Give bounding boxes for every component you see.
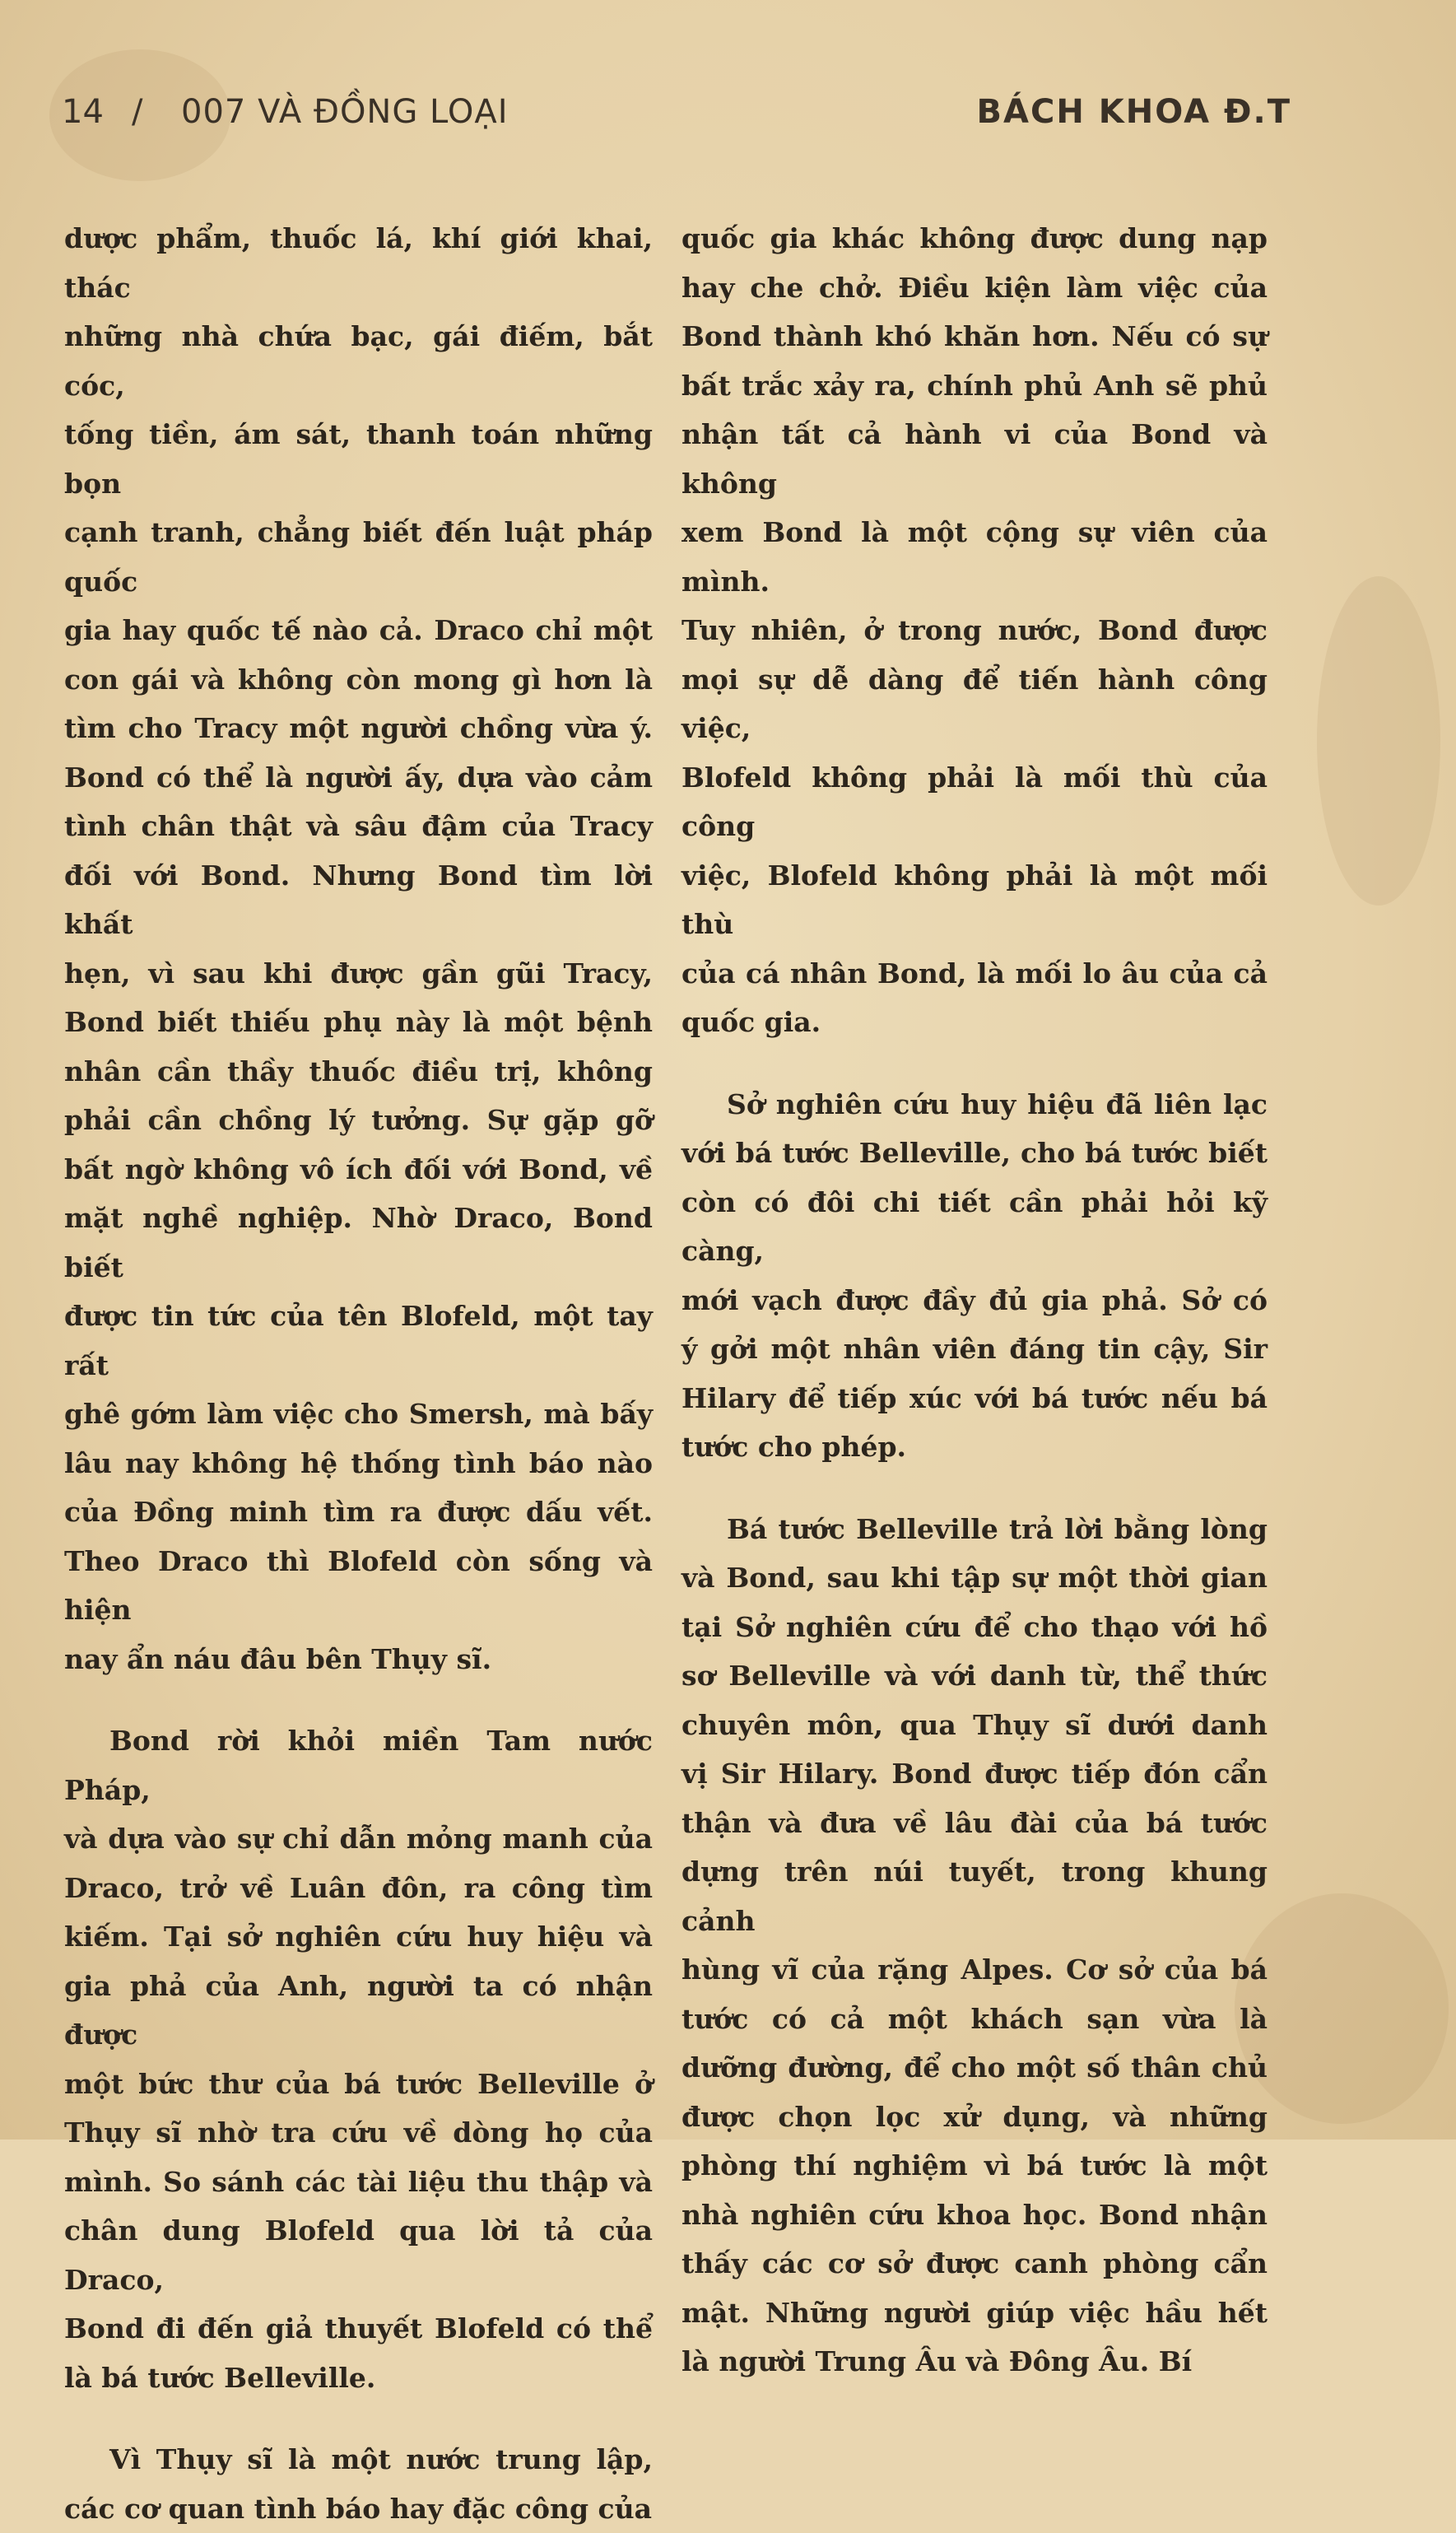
text-line: với bá tước Belleville, cho bá tước biết bbox=[681, 1129, 1268, 1178]
text-line: mặt nghề nghiệp. Nhờ Draco, Bond biết bbox=[64, 1194, 653, 1292]
text-line: Bond biết thiếu phụ này là một bệnh bbox=[64, 998, 653, 1047]
text-line: tại Sở nghiên cứu để cho thạo với hồ bbox=[681, 1603, 1268, 1652]
text-line: đối với Bond. Nhưng Bond tìm lời khất bbox=[64, 851, 653, 949]
right-column bbox=[681, 214, 1268, 2386]
text-line: Bond thành khó khăn hơn. Nếu có sự bbox=[681, 312, 1268, 361]
text-line: mọi sự dễ dàng để tiến hành công việc, bbox=[681, 655, 1268, 753]
text-line: là bá tước Belleville. bbox=[64, 2354, 653, 2403]
text-line: con gái và không còn mong gì hơn là bbox=[64, 655, 653, 705]
text-line: Bond rời khỏi miền Tam nước Pháp, bbox=[64, 1716, 653, 1814]
text-line: nhà nghiên cứu khoa học. Bond nhận bbox=[681, 2191, 1268, 2240]
text-line: những nhà chứa bạc, gái điếm, bắt cóc, bbox=[64, 312, 653, 410]
text-line: chuyên môn, qua Thụy sĩ dưới danh bbox=[681, 1701, 1268, 1750]
text-line: còn có đôi chi tiết cần phải hỏi kỹ càng, bbox=[681, 1178, 1268, 1276]
paragraph bbox=[64, 1716, 653, 2402]
text-line: Hilary để tiếp xúc với bá tước nếu bá bbox=[681, 1374, 1268, 1423]
text-line: việc, Blofeld không phải là một mối thù bbox=[681, 851, 1268, 949]
text-line: Bond đi đến giả thuyết Blofeld có thể bbox=[64, 2304, 653, 2354]
text-line: Sở nghiên cứu huy hiệu đã liên lạc bbox=[681, 1080, 1268, 1129]
text-line: sơ Belleville và với danh từ, thể thức bbox=[681, 1651, 1268, 1701]
text-line: Bond có thể là người ấy, dựa vào cảm bbox=[64, 753, 653, 803]
text-line: và dựa vào sự chỉ dẫn mỏng manh của bbox=[64, 1814, 653, 1864]
text-line: tước có cả một khách sạn vừa là bbox=[681, 1995, 1268, 2044]
text-line: tìm cho Tracy một người chồng vừa ý. bbox=[64, 704, 653, 753]
text-line: Bá tước Belleville trả lời bằng lòng bbox=[681, 1505, 1268, 1554]
text-line: và Bond, sau khi tập sự một thời gian bbox=[681, 1553, 1268, 1603]
paragraph bbox=[64, 2435, 653, 2533]
text-line: vị Sir Hilary. Bond được tiếp đón cẩn bbox=[681, 1749, 1268, 1799]
text-line: Vì Thụy sĩ là một nước trung lập, bbox=[64, 2435, 653, 2484]
text-line: Draco, trở về Luân đôn, ra công tìm bbox=[64, 1864, 653, 1913]
text-line: ghê gớm làm việc cho Smersh, mà bấy bbox=[64, 1390, 653, 1439]
text-line: hay che chở. Điều kiện làm việc của bbox=[681, 263, 1268, 313]
paragraph bbox=[681, 214, 1268, 1047]
paragraph bbox=[64, 214, 653, 1683]
text-line: các cơ quan tình báo hay đặc công của bbox=[64, 2484, 653, 2533]
text-line: gia hay quốc tế nào cả. Draco chỉ một bbox=[64, 606, 653, 655]
paragraph bbox=[681, 1505, 1268, 2386]
text-line: Blofeld không phải là mối thù của công bbox=[681, 753, 1268, 851]
page-header bbox=[62, 86, 1291, 136]
text-line: quốc gia. bbox=[681, 998, 1268, 1047]
text-line: mình. So sánh các tài liệu thu thập và bbox=[64, 2158, 653, 2207]
text-line: quốc gia khác không được dung nạp bbox=[681, 214, 1268, 263]
text-line: hùng vĩ của rặng Alpes. Cơ sở của bá bbox=[681, 1945, 1268, 1995]
text-line: mới vạch được đầy đủ gia phả. Sở có bbox=[681, 1276, 1268, 1325]
text-line: lâu nay không hệ thống tình báo nào bbox=[64, 1439, 653, 1488]
text-line: cạnh tranh, chẳng biết đến luật pháp quốc bbox=[64, 508, 653, 606]
paragraph bbox=[681, 1080, 1268, 1472]
text-line: nhân cần thầy thuốc điều trị, không bbox=[64, 1047, 653, 1097]
text-line: được chọn lọc xử dụng, và những bbox=[681, 2093, 1268, 2142]
text-line: Tuy nhiên, ở trong nước, Bond được bbox=[681, 606, 1268, 655]
text-line: ý gởi một nhân viên đáng tin cậy, Sir bbox=[681, 1325, 1268, 1374]
text-line: bất ngờ không vô ích đối với Bond, về bbox=[64, 1145, 653, 1194]
paper-stain bbox=[1317, 576, 1440, 906]
text-line: thận và đưa về lâu đài của bá tước bbox=[681, 1799, 1268, 1848]
text-line: Theo Draco thì Blofeld còn sống và hiện bbox=[64, 1537, 653, 1635]
text-line: nhận tất cả hành vi của Bond và không bbox=[681, 410, 1268, 508]
text-line: dược phẩm, thuốc lá, khí giới khai, thác bbox=[64, 214, 653, 312]
book-title: 007 VÀ ĐỒNG LOẠI bbox=[181, 93, 509, 131]
page-number: 14 bbox=[62, 93, 104, 131]
text-line: tước cho phép. bbox=[681, 1422, 1268, 1472]
text-line: kiếm. Tại sở nghiên cứu huy hiệu và bbox=[64, 1912, 653, 1962]
text-line: phòng thí nghiệm vì bá tước là một bbox=[681, 2141, 1268, 2191]
text-line: thấy các cơ sở được canh phòng cẩn bbox=[681, 2239, 1268, 2289]
text-line: bất trắc xảy ra, chính phủ Anh sẽ phủ bbox=[681, 361, 1268, 411]
text-line: phải cần chồng lý tưởng. Sự gặp gỡ bbox=[64, 1096, 653, 1145]
text-line: dưỡng đường, để cho một số thân chủ bbox=[681, 2043, 1268, 2093]
text-line: của Đồng minh tìm ra được dấu vết. bbox=[64, 1488, 653, 1537]
text-line: dựng trên núi tuyết, trong khung cảnh bbox=[681, 1847, 1268, 1945]
left-column bbox=[64, 214, 653, 2533]
text-line: được tin tức của tên Blofeld, một tay rất bbox=[64, 1292, 653, 1390]
text-line: gia phả của Anh, người ta có nhận được bbox=[64, 1962, 653, 2060]
text-line: tình chân thật và sâu đậm của Tracy bbox=[64, 802, 653, 851]
text-line: là người Trung Âu và Đông Âu. Bí bbox=[681, 2337, 1268, 2386]
text-line: hẹn, vì sau khi được gần gũi Tracy, bbox=[64, 949, 653, 999]
text-line: xem Bond là một cộng sự viên của mình. bbox=[681, 508, 1268, 606]
text-line: Thụy sĩ nhờ tra cứu về dòng họ của bbox=[64, 2108, 653, 2158]
text-line: của cá nhân Bond, là mối lo âu của cả bbox=[681, 949, 1268, 999]
text-line: một bức thư của bá tước Belleville ở bbox=[64, 2060, 653, 2109]
text-line: chân dung Blofeld qua lời tả của Draco, bbox=[64, 2206, 653, 2304]
text-line: nay ẩn náu đâu bên Thụy sĩ. bbox=[64, 1635, 653, 1684]
magazine-title: BÁCH KHOA Đ.T bbox=[977, 93, 1291, 131]
text-line: tống tiền, ám sát, thanh toán những bọn bbox=[64, 410, 653, 508]
text-line: mật. Những người giúp việc hầu hết bbox=[681, 2289, 1268, 2338]
header-separator: / bbox=[132, 93, 142, 131]
